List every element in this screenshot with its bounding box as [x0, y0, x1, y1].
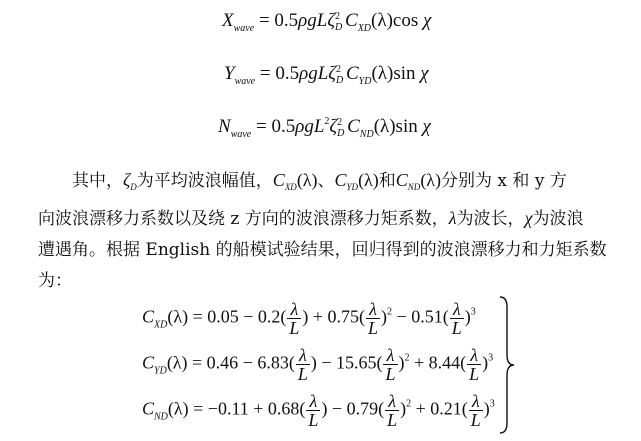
lambda-over-l-fraction: $\frac{\lambda}{L}$: [469, 345, 480, 384]
lambda-over-l-fraction: $\frac{\lambda}{L}$: [297, 345, 308, 384]
n-wave-lhs-sub: wave: [230, 129, 252, 140]
x-wave-rhogl: ρgL: [298, 10, 328, 31]
n-wave-c: C: [347, 116, 360, 137]
right-brace-icon: [497, 295, 517, 435]
equation-n-wave: [218, 116, 431, 140]
n-wave-l-sup: 2: [324, 116, 330, 127]
cxd-symbol: $C_{XD}(\lambda)$: [272, 170, 318, 192]
paragraph-line-1: 其中，$\zeta_D$为平均波浪幅值，$C_{XD}(\lambda)$、$C_{YD}(\lambda)$和$C_{ND}(\lambda)$分别为 x 和 y 方: [72, 170, 567, 192]
n-wave-func: (λ)sin: [373, 116, 418, 137]
n-wave-lhs: N: [218, 116, 231, 137]
regression-cxd: $C_{XD}(\lambda) = 0.05 - 0.2$( $\frac{\lambda}{L}$ ) + 0.75( $\frac{\lambda}{L}$ )$^2$ − 0.51( $\frac{\lambda}{L}$ )$^3$: [142, 299, 476, 338]
y-wave-c-sub: YD: [358, 76, 372, 87]
cyd-symbol: $C_{YD}(\lambda)$: [334, 170, 379, 192]
paragraph-line-4: 为：: [38, 271, 72, 291]
lambda-over-l-fraction: $\frac{\lambda}{L}$: [308, 391, 319, 430]
equation-y-wave: [224, 63, 429, 87]
x-wave-lhs: X: [222, 10, 234, 31]
regression-cyd: $C_{YD}(\lambda) = 0.46 - 6.83$( $\frac{\lambda}{L}$ ) − 15.65( $\frac{\lambda}{L}$ )$^2$ + 8.44( $\frac{\lambda}{L}$ )$^3$: [142, 345, 494, 384]
y-wave-c: C: [345, 63, 359, 84]
n-wave-zeta-subsup: 2 D: [337, 116, 345, 139]
lambda-over-l-fraction: $\frac{\lambda}{L}$: [387, 391, 398, 430]
x-wave-zeta: ζ: [327, 10, 336, 31]
chi-symbol: χ: [524, 208, 533, 228]
y-wave-coef: = 0.5: [259, 63, 300, 84]
y-wave-zeta-subsup: 2 D: [335, 63, 344, 86]
zeta-d-symbol: $\zeta_D$: [123, 170, 137, 192]
x-wave-lhs-sub: wave: [233, 23, 255, 34]
x-wave-coef: = 0.5: [258, 10, 299, 31]
y-wave-chi: χ: [420, 63, 429, 84]
n-wave-chi: χ: [422, 116, 431, 137]
regression-cnd: $C_{ND}(\lambda) = -0.11 + 0.68$( $\frac{\lambda}{L}$ ) − 0.79( $\frac{\lambda}{L}$ )$^2$ + 0.21( $\frac{\lambda}{L}$ )$^3$: [142, 391, 495, 430]
lambda-over-l-fraction: $\frac{\lambda}{L}$: [385, 345, 396, 384]
cnd-symbol: $C_{ND}(\lambda)$: [395, 170, 442, 192]
paragraph-line-3: 遭遇角。根据 English 的船模试验结果，回归得到的波浪漂移力和力矩系数: [38, 240, 607, 260]
lambda-symbol: λ: [448, 208, 457, 228]
n-wave-rhogl: ρgL: [295, 116, 325, 137]
n-wave-zeta: ζ: [329, 116, 338, 137]
explanation-paragraph: [38, 165, 616, 297]
y-wave-func: (λ)sin: [371, 63, 416, 84]
equation-x-wave: [222, 10, 431, 34]
lambda-over-l-fraction: $\frac{\lambda}{L}$: [451, 299, 462, 338]
x-wave-chi: χ: [423, 10, 432, 31]
y-wave-rhogl: ρgL: [299, 63, 329, 84]
y-wave-lhs: Y: [224, 63, 235, 84]
n-wave-coef: = 0.5: [255, 116, 296, 137]
n-wave-c-sub: ND: [359, 129, 374, 140]
x-wave-c-sub: XD: [357, 23, 372, 34]
y-wave-zeta: ζ: [328, 63, 336, 84]
x-wave-zeta-subsup: 2 D: [335, 10, 343, 33]
lambda-over-l-fraction: $\frac{\lambda}{L}$: [368, 299, 379, 338]
x-wave-func: (λ)cos: [371, 10, 419, 31]
x-wave-c: C: [345, 10, 358, 31]
y-wave-lhs-sub: wave: [234, 76, 256, 87]
paragraph-line-2: 向波浪漂移力系数以及绕 z 方向的波浪漂移力矩系数，λ为波长，χ为波浪: [38, 208, 584, 229]
lambda-over-l-fraction: $\frac{\lambda}{L}$: [289, 299, 300, 338]
lambda-over-l-fraction: $\frac{\lambda}{L}$: [470, 391, 481, 430]
